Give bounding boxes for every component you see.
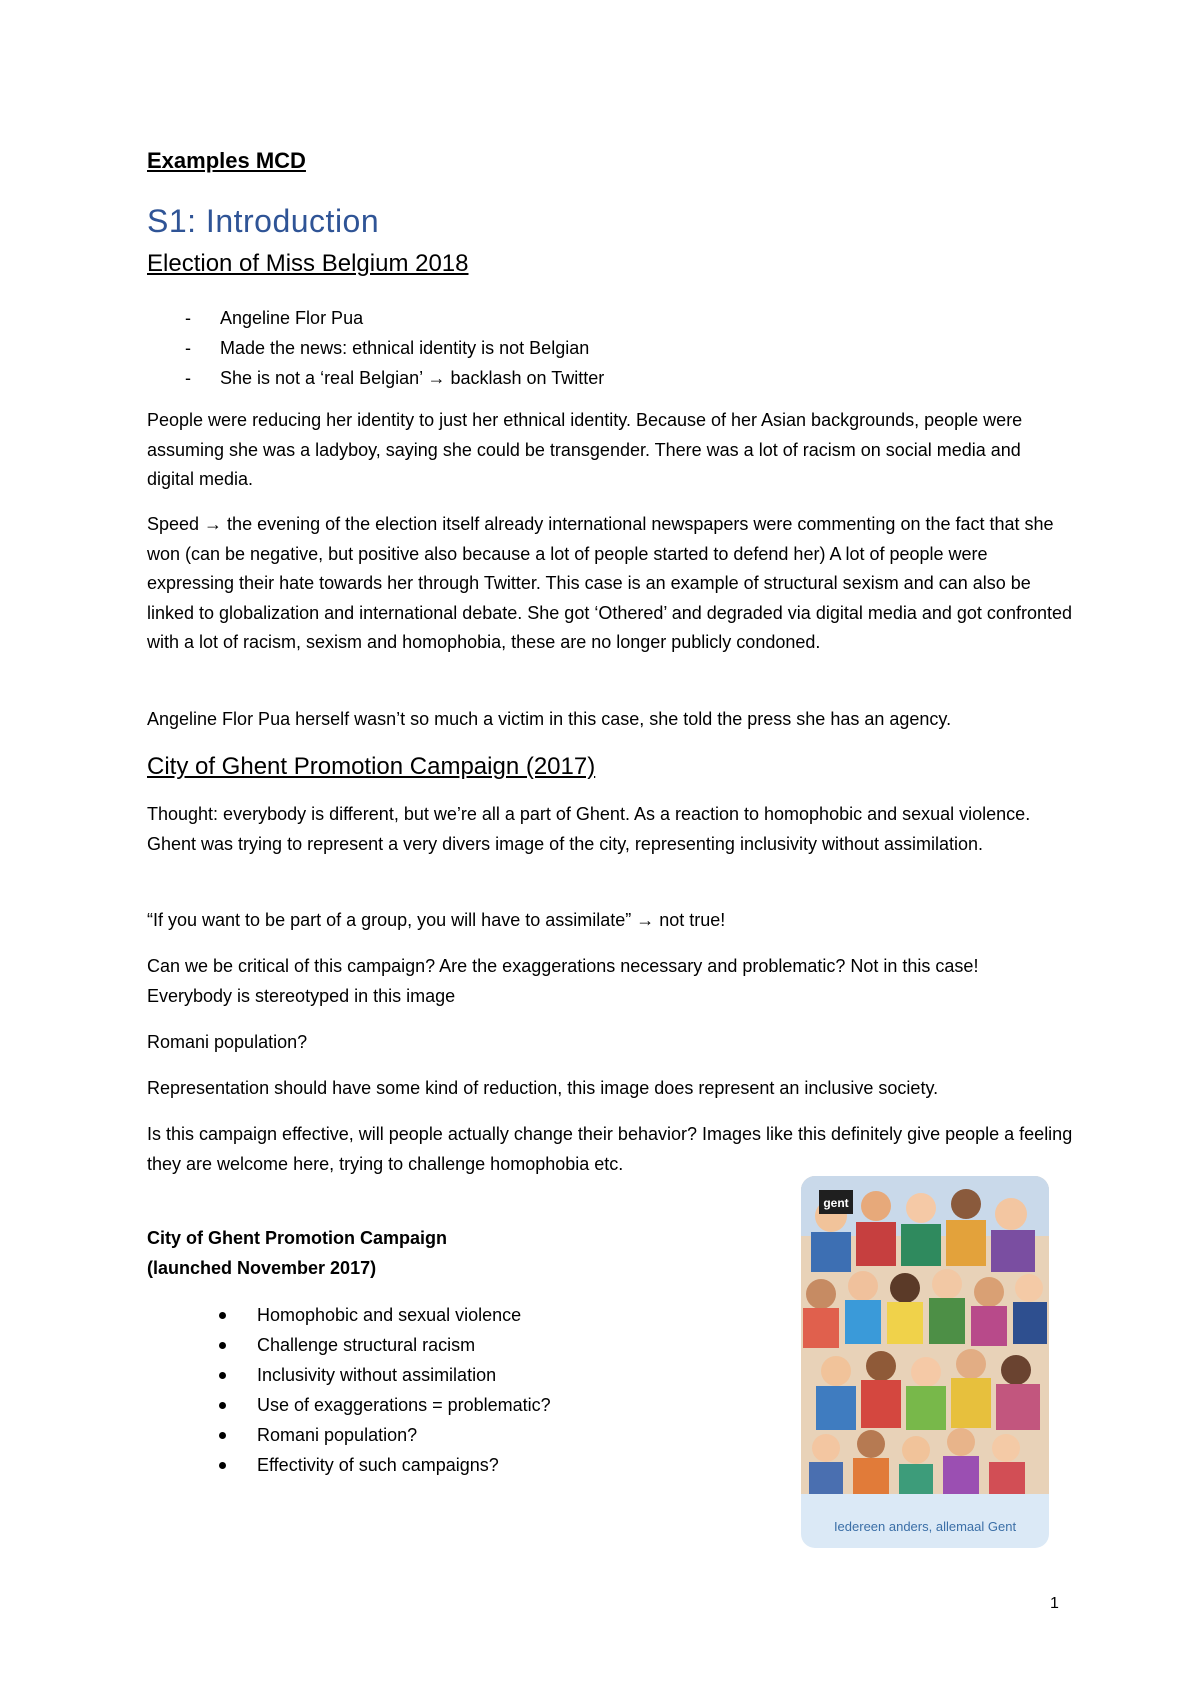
list-item: - She is not a ‘real Belgian’ → backlash on Twitter [147, 363, 604, 393]
list-item: Challenge structural racism [147, 1330, 551, 1360]
paragraph: Angeline Flor Pua herself wasn’t so much a victim in this case, she told the press she has an agency. [147, 709, 952, 729]
heading-introduction: S1: Introduction [147, 203, 380, 239]
bullet-list [147, 1300, 551, 1480]
paragraph: “If you want to be part of a group, you will have to assimilate” → not true! [147, 910, 726, 930]
paragraph-campaign-effective [147, 1120, 1077, 1179]
paragraph-text: Is this campaign effective, will people actually change their behavior? Images like this definitely give people a feeling they are welcome here, trying to challenge homophobia etc. [147, 1124, 1073, 1174]
list-item: - Made the news: ethnical identity is not Belgian [147, 333, 604, 363]
campaign-poster [801, 1176, 1049, 1548]
list-item: Romani population? [147, 1420, 551, 1450]
document-title: Examples MCD [147, 148, 306, 173]
poster-caption: Iedereen anders, allemaal Gent [833, 1519, 1017, 1534]
heading-miss-belgium: Election of Miss Belgium 2018 [147, 250, 469, 277]
poster-illustration [801, 1176, 1049, 1494]
campaign-title: City of Ghent Promotion Campaign [147, 1228, 447, 1248]
page-number: 1 [1050, 1595, 1059, 1612]
list-item: - Angeline Flor Pua [147, 303, 604, 333]
paragraph: Speed → the evening of the election itself already international newspapers were commenting on the fact that she won (can be negative, but positive also because a lot of people started to defend her) A lot of people were expressing their hate towards her through Twitter. This case is an example of structural sexism and can also be linked to globalization and international debate. She got ‘Othered’ and degraded via digital media and got confronted with a lot of racism, sexism and homophobia, these are no longer publicly condoned. [147, 514, 1072, 652]
paragraph: Thought: everybody is different, but we’re all a part of Ghent. As a reaction to homophobic and sexual violence. Ghent was trying to represent a very divers image of the city, representing inclusivity without assimilation. [147, 804, 1031, 854]
heading-ghent-campaign: City of Ghent Promotion Campaign (2017) [147, 753, 596, 780]
list-item: Use of exaggerations = problematic? [147, 1390, 551, 1420]
paragraph: Can we be critical of this campaign? Are the exaggerations necessary and problematic? Not in this case! Everybody is stereotyped in this image [147, 956, 979, 1006]
list-item: Inclusivity without assimilation [147, 1360, 551, 1390]
paragraph: People were reducing her identity to just her ethnical identity. Because of her Asian backgrounds, people were assuming she was a ladyboy, saying she could be transgender. There was a lot of racism on social media and digital media. [147, 410, 1023, 489]
paragraph: Romani population? [147, 1032, 308, 1052]
campaign-subtitle: (launched November 2017) [147, 1258, 377, 1278]
paragraph: Representation should have some kind of reduction, this image does represent an inclusive society. [147, 1078, 939, 1098]
gent-logo-text: gent [823, 1196, 849, 1210]
dash-list [147, 303, 604, 393]
list-item: Effectivity of such campaigns? [147, 1450, 551, 1480]
list-item: Homophobic and sexual violence [147, 1300, 551, 1330]
